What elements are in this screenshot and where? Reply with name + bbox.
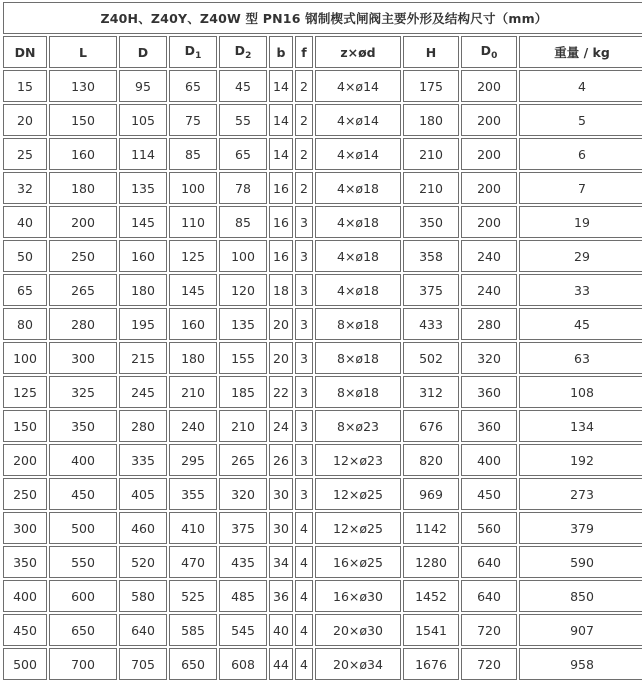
table-cell: 4 [295, 546, 313, 578]
table-cell: 450 [3, 614, 47, 646]
table-cell: 8×ø18 [315, 376, 401, 408]
table-cell: 78 [219, 172, 267, 204]
table-cell: 200 [3, 444, 47, 476]
table-cell: 379 [519, 512, 642, 544]
table-title: Z40H、Z40Y、Z40W 型 PN16 钢制楔式闸阀主要外形及结构尺寸（mm） [3, 2, 642, 34]
table-cell: 16×ø30 [315, 580, 401, 612]
table-row [3, 274, 642, 306]
table-cell: 400 [3, 580, 47, 612]
column-header [219, 36, 267, 68]
table-cell: 640 [461, 580, 517, 612]
table-cell: 130 [49, 70, 117, 102]
table-cell: 100 [219, 240, 267, 272]
table-cell: 2 [295, 138, 313, 170]
table-cell: 12×ø25 [315, 478, 401, 510]
table-cell: 700 [49, 648, 117, 680]
table-cell: 80 [3, 308, 47, 340]
table-cell: 145 [119, 206, 167, 238]
table-cell: 22 [269, 376, 293, 408]
table-cell: 134 [519, 410, 642, 442]
table-cell: 4×ø14 [315, 104, 401, 136]
table-cell: 335 [119, 444, 167, 476]
table-cell: 50 [3, 240, 47, 272]
table-cell: 350 [49, 410, 117, 442]
table-cell: 375 [219, 512, 267, 544]
table-cell: 32 [3, 172, 47, 204]
table-cell: 210 [403, 138, 459, 170]
table-cell: 160 [169, 308, 217, 340]
column-header-label: L [79, 44, 87, 60]
table-cell: 19 [519, 206, 642, 238]
table-cell: 525 [169, 580, 217, 612]
table-cell: 185 [219, 376, 267, 408]
column-header-subscript: 0 [491, 51, 498, 61]
table-cell: 108 [519, 376, 642, 408]
table-cell: 24 [269, 410, 293, 442]
table-row [3, 410, 642, 442]
column-header-label: H [425, 44, 437, 60]
table-cell: 14 [269, 138, 293, 170]
table-cell: 245 [119, 376, 167, 408]
table-cell: 3 [295, 410, 313, 442]
table-row [3, 308, 642, 340]
column-header-label: D [137, 44, 149, 60]
table-cell: 65 [219, 138, 267, 170]
column-header-label: 重量 / kg [554, 45, 610, 60]
table-cell: 280 [461, 308, 517, 340]
table-cell: 650 [49, 614, 117, 646]
table-row [3, 172, 642, 204]
table-cell: 360 [461, 376, 517, 408]
table-cell: 580 [119, 580, 167, 612]
table-cell: 240 [461, 240, 517, 272]
table-cell: 3 [295, 206, 313, 238]
table-cell: 300 [3, 512, 47, 544]
column-header-label: DN [14, 44, 36, 60]
table-cell: 600 [49, 580, 117, 612]
table-cell: 36 [269, 580, 293, 612]
table-cell: 4 [519, 70, 642, 102]
table-cell: 850 [519, 580, 642, 612]
table-cell: 65 [169, 70, 217, 102]
table-cell: 410 [169, 512, 217, 544]
table-cell: 105 [119, 104, 167, 136]
table-cell: 485 [219, 580, 267, 612]
table-cell: 3 [295, 478, 313, 510]
table-cell: 4 [295, 648, 313, 680]
table-cell: 135 [119, 172, 167, 204]
table-cell: 135 [219, 308, 267, 340]
table-row [3, 138, 642, 170]
table-cell: 155 [219, 342, 267, 374]
table-cell: 16 [269, 206, 293, 238]
column-header [461, 36, 517, 68]
table-cell: 550 [49, 546, 117, 578]
table-cell: 720 [461, 648, 517, 680]
table-cell: 16 [269, 240, 293, 272]
table-cell: 907 [519, 614, 642, 646]
table-cell: 14 [269, 70, 293, 102]
table-cell: 650 [169, 648, 217, 680]
table-cell: 85 [219, 206, 267, 238]
table-cell: 1142 [403, 512, 459, 544]
table-cell: 358 [403, 240, 459, 272]
table-cell: 8×ø23 [315, 410, 401, 442]
table-cell: 240 [169, 410, 217, 442]
table-cell: 295 [169, 444, 217, 476]
table-row [3, 376, 642, 408]
table-cell: 320 [219, 478, 267, 510]
table-row [3, 342, 642, 374]
table-cell: 200 [49, 206, 117, 238]
table-cell: 250 [3, 478, 47, 510]
table-cell: 30 [269, 478, 293, 510]
table-cell: 75 [169, 104, 217, 136]
table-cell: 30 [269, 512, 293, 544]
table-cell: 100 [3, 342, 47, 374]
table-cell: 312 [403, 376, 459, 408]
table-cell: 180 [49, 172, 117, 204]
column-header-label: f [301, 44, 307, 60]
column-header-subscript: 2 [245, 51, 252, 61]
table-cell: 1541 [403, 614, 459, 646]
column-header-label: D [480, 43, 492, 58]
table-cell: 705 [119, 648, 167, 680]
table-body [3, 70, 642, 680]
table-cell: 450 [461, 478, 517, 510]
table-cell: 16 [269, 172, 293, 204]
table-cell: 969 [403, 478, 459, 510]
table-cell: 3 [295, 240, 313, 272]
table-cell: 180 [403, 104, 459, 136]
table-cell: 12×ø25 [315, 512, 401, 544]
table-cell: 4 [295, 614, 313, 646]
table-cell: 210 [403, 172, 459, 204]
table-cell: 12×ø23 [315, 444, 401, 476]
table-cell: 18 [269, 274, 293, 306]
gate-valve-dimension-table [1, 0, 642, 682]
dimension-table-container [1, 0, 641, 682]
table-cell: 320 [461, 342, 517, 374]
table-cell: 560 [461, 512, 517, 544]
table-row [3, 580, 642, 612]
table-cell: 585 [169, 614, 217, 646]
table-cell: 200 [461, 138, 517, 170]
column-header-label: z×ød [340, 44, 376, 60]
table-cell: 4×ø18 [315, 206, 401, 238]
column-header-label: D [184, 43, 196, 58]
table-cell: 34 [269, 546, 293, 578]
table-cell: 470 [169, 546, 217, 578]
table-row [3, 70, 642, 102]
table-cell: 160 [119, 240, 167, 272]
table-cell: 45 [219, 70, 267, 102]
table-cell: 265 [219, 444, 267, 476]
table-cell: 4×ø18 [315, 172, 401, 204]
table-cell: 640 [461, 546, 517, 578]
table-cell: 40 [269, 614, 293, 646]
table-row [3, 444, 642, 476]
table-cell: 405 [119, 478, 167, 510]
table-cell: 280 [49, 308, 117, 340]
table-cell: 500 [49, 512, 117, 544]
table-cell: 120 [219, 274, 267, 306]
table-cell: 63 [519, 342, 642, 374]
table-cell: 200 [461, 206, 517, 238]
table-cell: 590 [519, 546, 642, 578]
table-cell: 2 [295, 70, 313, 102]
table-cell: 520 [119, 546, 167, 578]
table-cell: 435 [219, 546, 267, 578]
table-cell: 25 [3, 138, 47, 170]
table-row [3, 104, 642, 136]
table-cell: 175 [403, 70, 459, 102]
table-cell: 240 [461, 274, 517, 306]
table-cell: 145 [169, 274, 217, 306]
table-cell: 125 [169, 240, 217, 272]
table-cell: 180 [169, 342, 217, 374]
table-cell: 125 [3, 376, 47, 408]
column-header-row [3, 36, 642, 68]
table-row [3, 648, 642, 680]
table-cell: 200 [461, 172, 517, 204]
table-cell: 250 [49, 240, 117, 272]
table-cell: 20 [269, 342, 293, 374]
table-cell: 4 [295, 512, 313, 544]
table-cell: 355 [169, 478, 217, 510]
table-cell: 20 [269, 308, 293, 340]
column-header-label: D [234, 43, 246, 58]
table-cell: 300 [49, 342, 117, 374]
table-cell: 192 [519, 444, 642, 476]
column-header-label: b [276, 44, 286, 60]
table-cell: 180 [119, 274, 167, 306]
table-cell: 160 [49, 138, 117, 170]
table-cell: 20×ø30 [315, 614, 401, 646]
table-cell: 350 [3, 546, 47, 578]
table-cell: 265 [49, 274, 117, 306]
table-row [3, 206, 642, 238]
table-cell: 150 [3, 410, 47, 442]
table-cell: 100 [169, 172, 217, 204]
table-cell: 375 [403, 274, 459, 306]
table-cell: 450 [49, 478, 117, 510]
column-header [519, 36, 642, 68]
table-cell: 200 [461, 70, 517, 102]
table-cell: 7 [519, 172, 642, 204]
column-header-subscript: 1 [195, 51, 202, 61]
table-cell: 3 [295, 308, 313, 340]
table-cell: 55 [219, 104, 267, 136]
table-cell: 273 [519, 478, 642, 510]
table-cell: 2 [295, 172, 313, 204]
table-cell: 360 [461, 410, 517, 442]
table-cell: 6 [519, 138, 642, 170]
table-cell: 640 [119, 614, 167, 646]
column-header [403, 36, 459, 68]
table-cell: 325 [49, 376, 117, 408]
table-row [3, 614, 642, 646]
table-cell: 114 [119, 138, 167, 170]
table-cell: 5 [519, 104, 642, 136]
table-cell: 150 [49, 104, 117, 136]
table-cell: 280 [119, 410, 167, 442]
table-cell: 4×ø14 [315, 70, 401, 102]
table-cell: 15 [3, 70, 47, 102]
table-cell: 65 [3, 274, 47, 306]
table-cell: 3 [295, 376, 313, 408]
table-cell: 210 [219, 410, 267, 442]
column-header [3, 36, 47, 68]
table-cell: 1452 [403, 580, 459, 612]
table-cell: 1280 [403, 546, 459, 578]
table-cell: 4×ø18 [315, 274, 401, 306]
table-cell: 8×ø18 [315, 308, 401, 340]
table-cell: 20×ø34 [315, 648, 401, 680]
table-cell: 20 [3, 104, 47, 136]
table-cell: 110 [169, 206, 217, 238]
column-header [295, 36, 313, 68]
table-cell: 195 [119, 308, 167, 340]
table-cell: 433 [403, 308, 459, 340]
table-cell: 210 [169, 376, 217, 408]
table-cell: 40 [3, 206, 47, 238]
table-cell: 85 [169, 138, 217, 170]
table-row [3, 478, 642, 510]
table-cell: 8×ø18 [315, 342, 401, 374]
table-cell: 3 [295, 444, 313, 476]
column-header [49, 36, 117, 68]
column-header [269, 36, 293, 68]
table-cell: 400 [461, 444, 517, 476]
table-cell: 545 [219, 614, 267, 646]
table-cell: 2 [295, 104, 313, 136]
table-cell: 33 [519, 274, 642, 306]
table-cell: 500 [3, 648, 47, 680]
table-cell: 400 [49, 444, 117, 476]
table-row [3, 512, 642, 544]
table-cell: 720 [461, 614, 517, 646]
table-cell: 460 [119, 512, 167, 544]
table-cell: 4×ø18 [315, 240, 401, 272]
table-cell: 3 [295, 274, 313, 306]
table-cell: 608 [219, 648, 267, 680]
table-cell: 95 [119, 70, 167, 102]
table-cell: 29 [519, 240, 642, 272]
table-cell: 350 [403, 206, 459, 238]
table-cell: 3 [295, 342, 313, 374]
table-cell: 502 [403, 342, 459, 374]
table-cell: 26 [269, 444, 293, 476]
table-cell: 958 [519, 648, 642, 680]
table-cell: 820 [403, 444, 459, 476]
table-cell: 44 [269, 648, 293, 680]
column-header [169, 36, 217, 68]
table-row [3, 240, 642, 272]
table-cell: 4 [295, 580, 313, 612]
table-cell: 4×ø14 [315, 138, 401, 170]
table-cell: 676 [403, 410, 459, 442]
table-row [3, 546, 642, 578]
column-header [315, 36, 401, 68]
table-cell: 16×ø25 [315, 546, 401, 578]
table-cell: 45 [519, 308, 642, 340]
table-cell: 215 [119, 342, 167, 374]
column-header [119, 36, 167, 68]
table-cell: 200 [461, 104, 517, 136]
table-cell: 14 [269, 104, 293, 136]
table-cell: 1676 [403, 648, 459, 680]
